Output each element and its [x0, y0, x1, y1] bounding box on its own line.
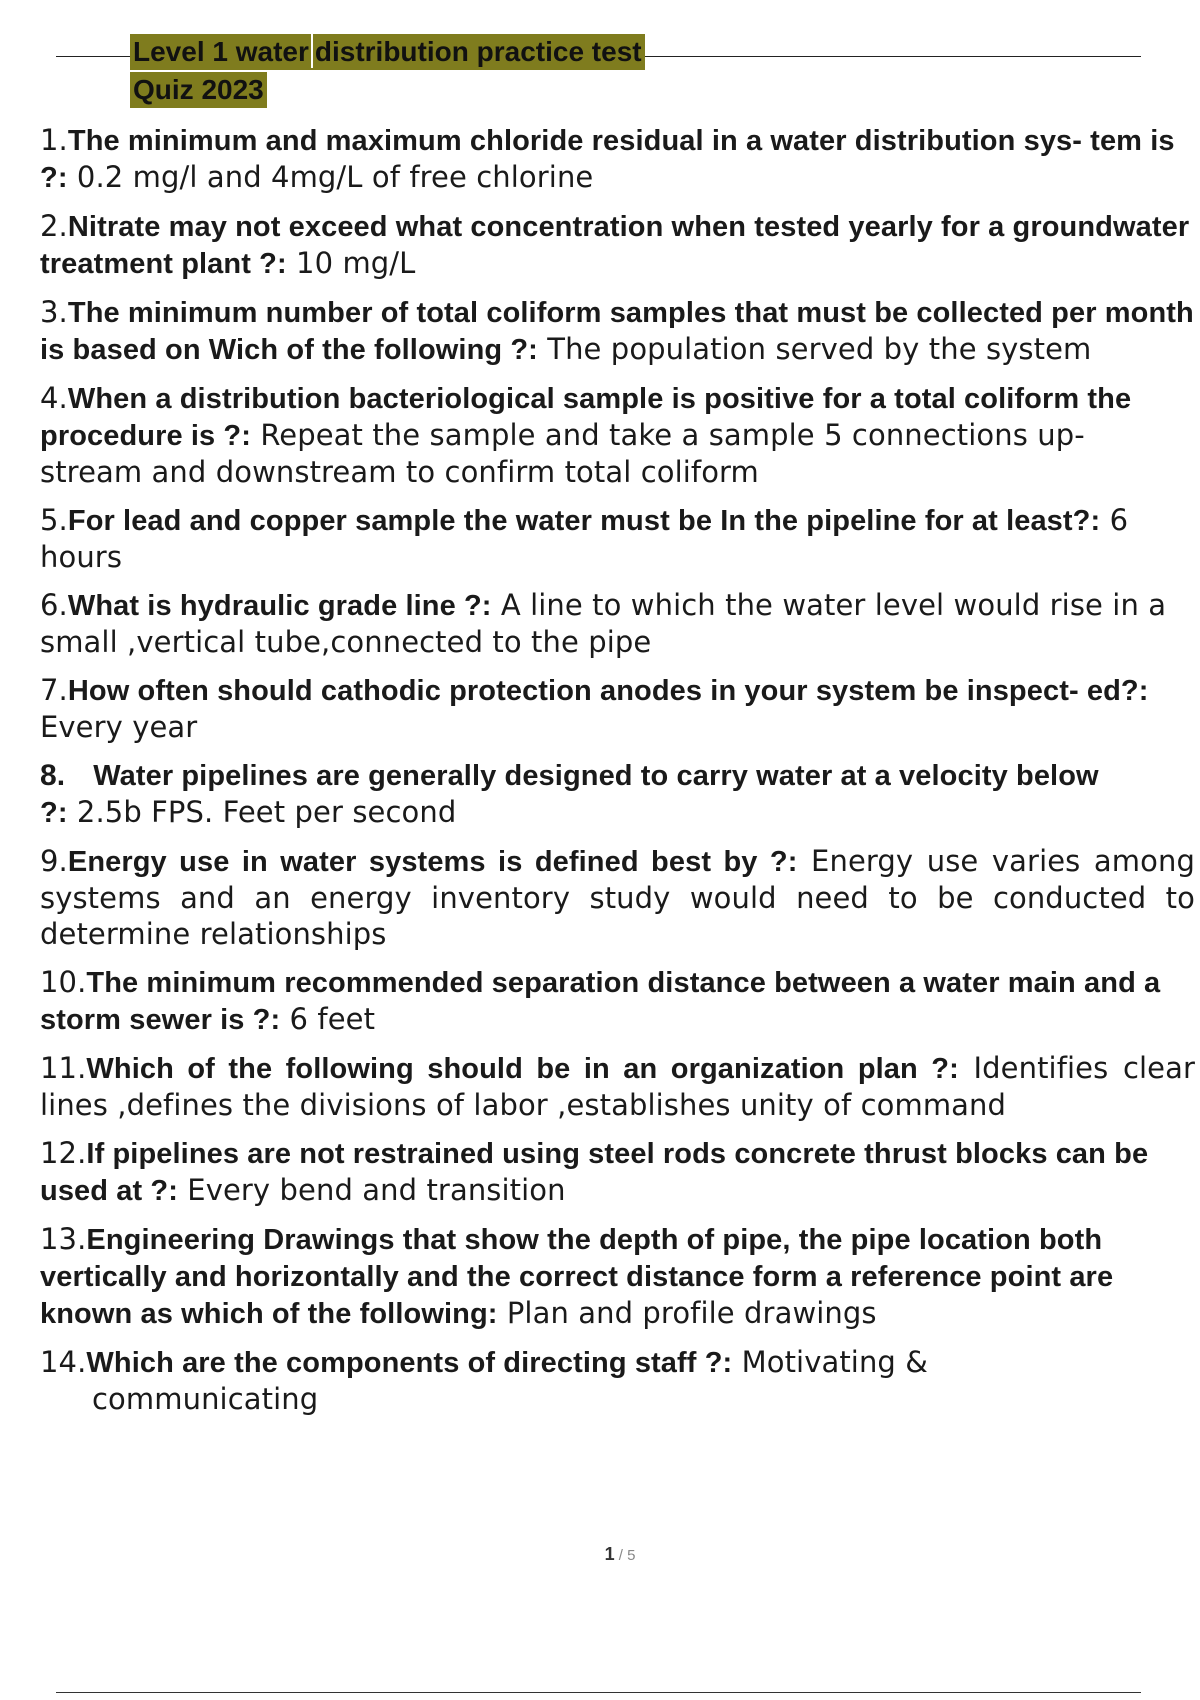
question-text: What is hydraulic grade line ?:	[67, 590, 492, 622]
question-number: 2.	[40, 209, 68, 243]
question-text: Engineering Drawings that show the depth of pipe, the pipe location both vertically and horizontally and the correct distance form a reference point are known as which of the following:	[40, 1224, 1114, 1330]
current-page: 1	[604, 1544, 615, 1564]
question-item-2	[40, 208, 1195, 282]
question-item-3	[40, 294, 1195, 368]
question-item-12	[40, 1135, 1195, 1209]
question-item-9	[40, 843, 1195, 952]
answer-text: 0.2 mg/l and 4mg/L of free chlorine	[67, 160, 594, 194]
question-text: Which are the components of directing staff ?:	[86, 1347, 733, 1379]
answer-text: 10 mg/L	[286, 246, 416, 280]
question-item-13	[40, 1221, 1195, 1332]
question-number: 5.	[40, 503, 68, 537]
answer-text: Motivating &	[732, 1345, 928, 1379]
question-text: Water pipelines are generally designed to carry water at a velocity below	[93, 760, 1099, 792]
question-number: 11.	[40, 1051, 87, 1085]
question-number: 13.	[40, 1222, 87, 1256]
page-indicator	[0, 1544, 1200, 1565]
question-item-7	[40, 672, 1195, 745]
answer-text: Identifies clear lines ,defines the divisions of labor ,establishes unity of command	[40, 1051, 1195, 1122]
total-pages: 5	[627, 1547, 636, 1564]
question-text: Nitrate may not exceed what concentration when tested yearly for a groundwater treatment plant ?:	[40, 211, 1190, 280]
question-text: For lead and copper sample the water must be In the pipeline for at least?:	[67, 505, 1101, 537]
title-divider	[311, 34, 313, 68]
question-number: 3.	[40, 295, 68, 329]
bottom-rule	[56, 1692, 1141, 1693]
question-number: 8.	[40, 759, 66, 792]
answer-text: The population served by the system	[537, 332, 1092, 366]
question-item-10	[40, 964, 1195, 1038]
answer-text-continued: communicating	[92, 1382, 319, 1416]
page-separator: /	[614, 1547, 628, 1564]
question-number: 10.	[40, 965, 87, 999]
question-number: 1.	[40, 123, 68, 157]
answer-text: 6 feet	[280, 1002, 376, 1036]
answer-text: Every year	[40, 710, 198, 744]
title-line-2: Quiz 2023	[130, 72, 267, 108]
question-item-4	[40, 380, 1195, 490]
title-line-1	[130, 34, 645, 70]
answer-text: A line to which the water level would rise in a small ,vertical tube,connected to the pipe	[40, 588, 1167, 659]
question-list	[40, 122, 1195, 1429]
title-part-1: Level 1 water	[133, 36, 309, 67]
question-text: How often should cathodic protection anodes in your system be inspect- ed?:	[67, 675, 1149, 707]
answer-text: Repeat the sample and take a sample 5 connections up- stream and downstream to confirm total coliform	[40, 418, 1085, 489]
answer-text: 2.5b FPS. Feet per second	[67, 795, 457, 829]
question-item-11	[40, 1050, 1195, 1123]
answer-text: Plan and profile drawings	[497, 1296, 877, 1330]
answer-text: Every bend and transition	[177, 1173, 566, 1207]
title-part-2: distribution practice test	[314, 36, 642, 67]
question-number: 9.	[40, 844, 68, 878]
question-item-5	[40, 502, 1195, 575]
question-number: 12.	[40, 1136, 87, 1170]
question-number: 4.	[40, 381, 68, 415]
document-title	[56, 32, 1141, 112]
question-number: 6.	[40, 588, 68, 622]
question-text: When a distribution bacteriological sample is positive for a total coliform the procedure is ?:	[40, 383, 1132, 452]
question-text: Which of the following should be in an organization plan ?:	[86, 1053, 959, 1085]
question-number: 14.	[40, 1345, 87, 1379]
question-item-14	[40, 1344, 1195, 1417]
question-item-6	[40, 587, 1195, 660]
question-text: Energy use in water systems is defined best by ?:	[67, 846, 798, 878]
question-text: If pipelines are not restrained using steel rods concrete thrust blocks can be used at ?:	[40, 1138, 1149, 1207]
question-number: 7.	[40, 673, 68, 707]
question-item-1	[40, 122, 1195, 196]
answer-prefix: ?:	[40, 797, 68, 829]
question-text: The minimum recommended separation distance between a water main and a storm sewer is ?:	[40, 967, 1161, 1036]
question-text: The minimum number of total coliform samples that must be collected per month is based on Wich of the following ?:	[40, 297, 1194, 366]
answer-text: 6 hours	[40, 503, 1129, 574]
answer-text: Energy use varies among systems and an energy inventory study would need to be conducted to determine relationships	[40, 844, 1195, 951]
question-item-8	[40, 757, 1195, 831]
question-text: The minimum and maximum chloride residual in a water distribution sys- tem is ?:	[40, 125, 1175, 194]
